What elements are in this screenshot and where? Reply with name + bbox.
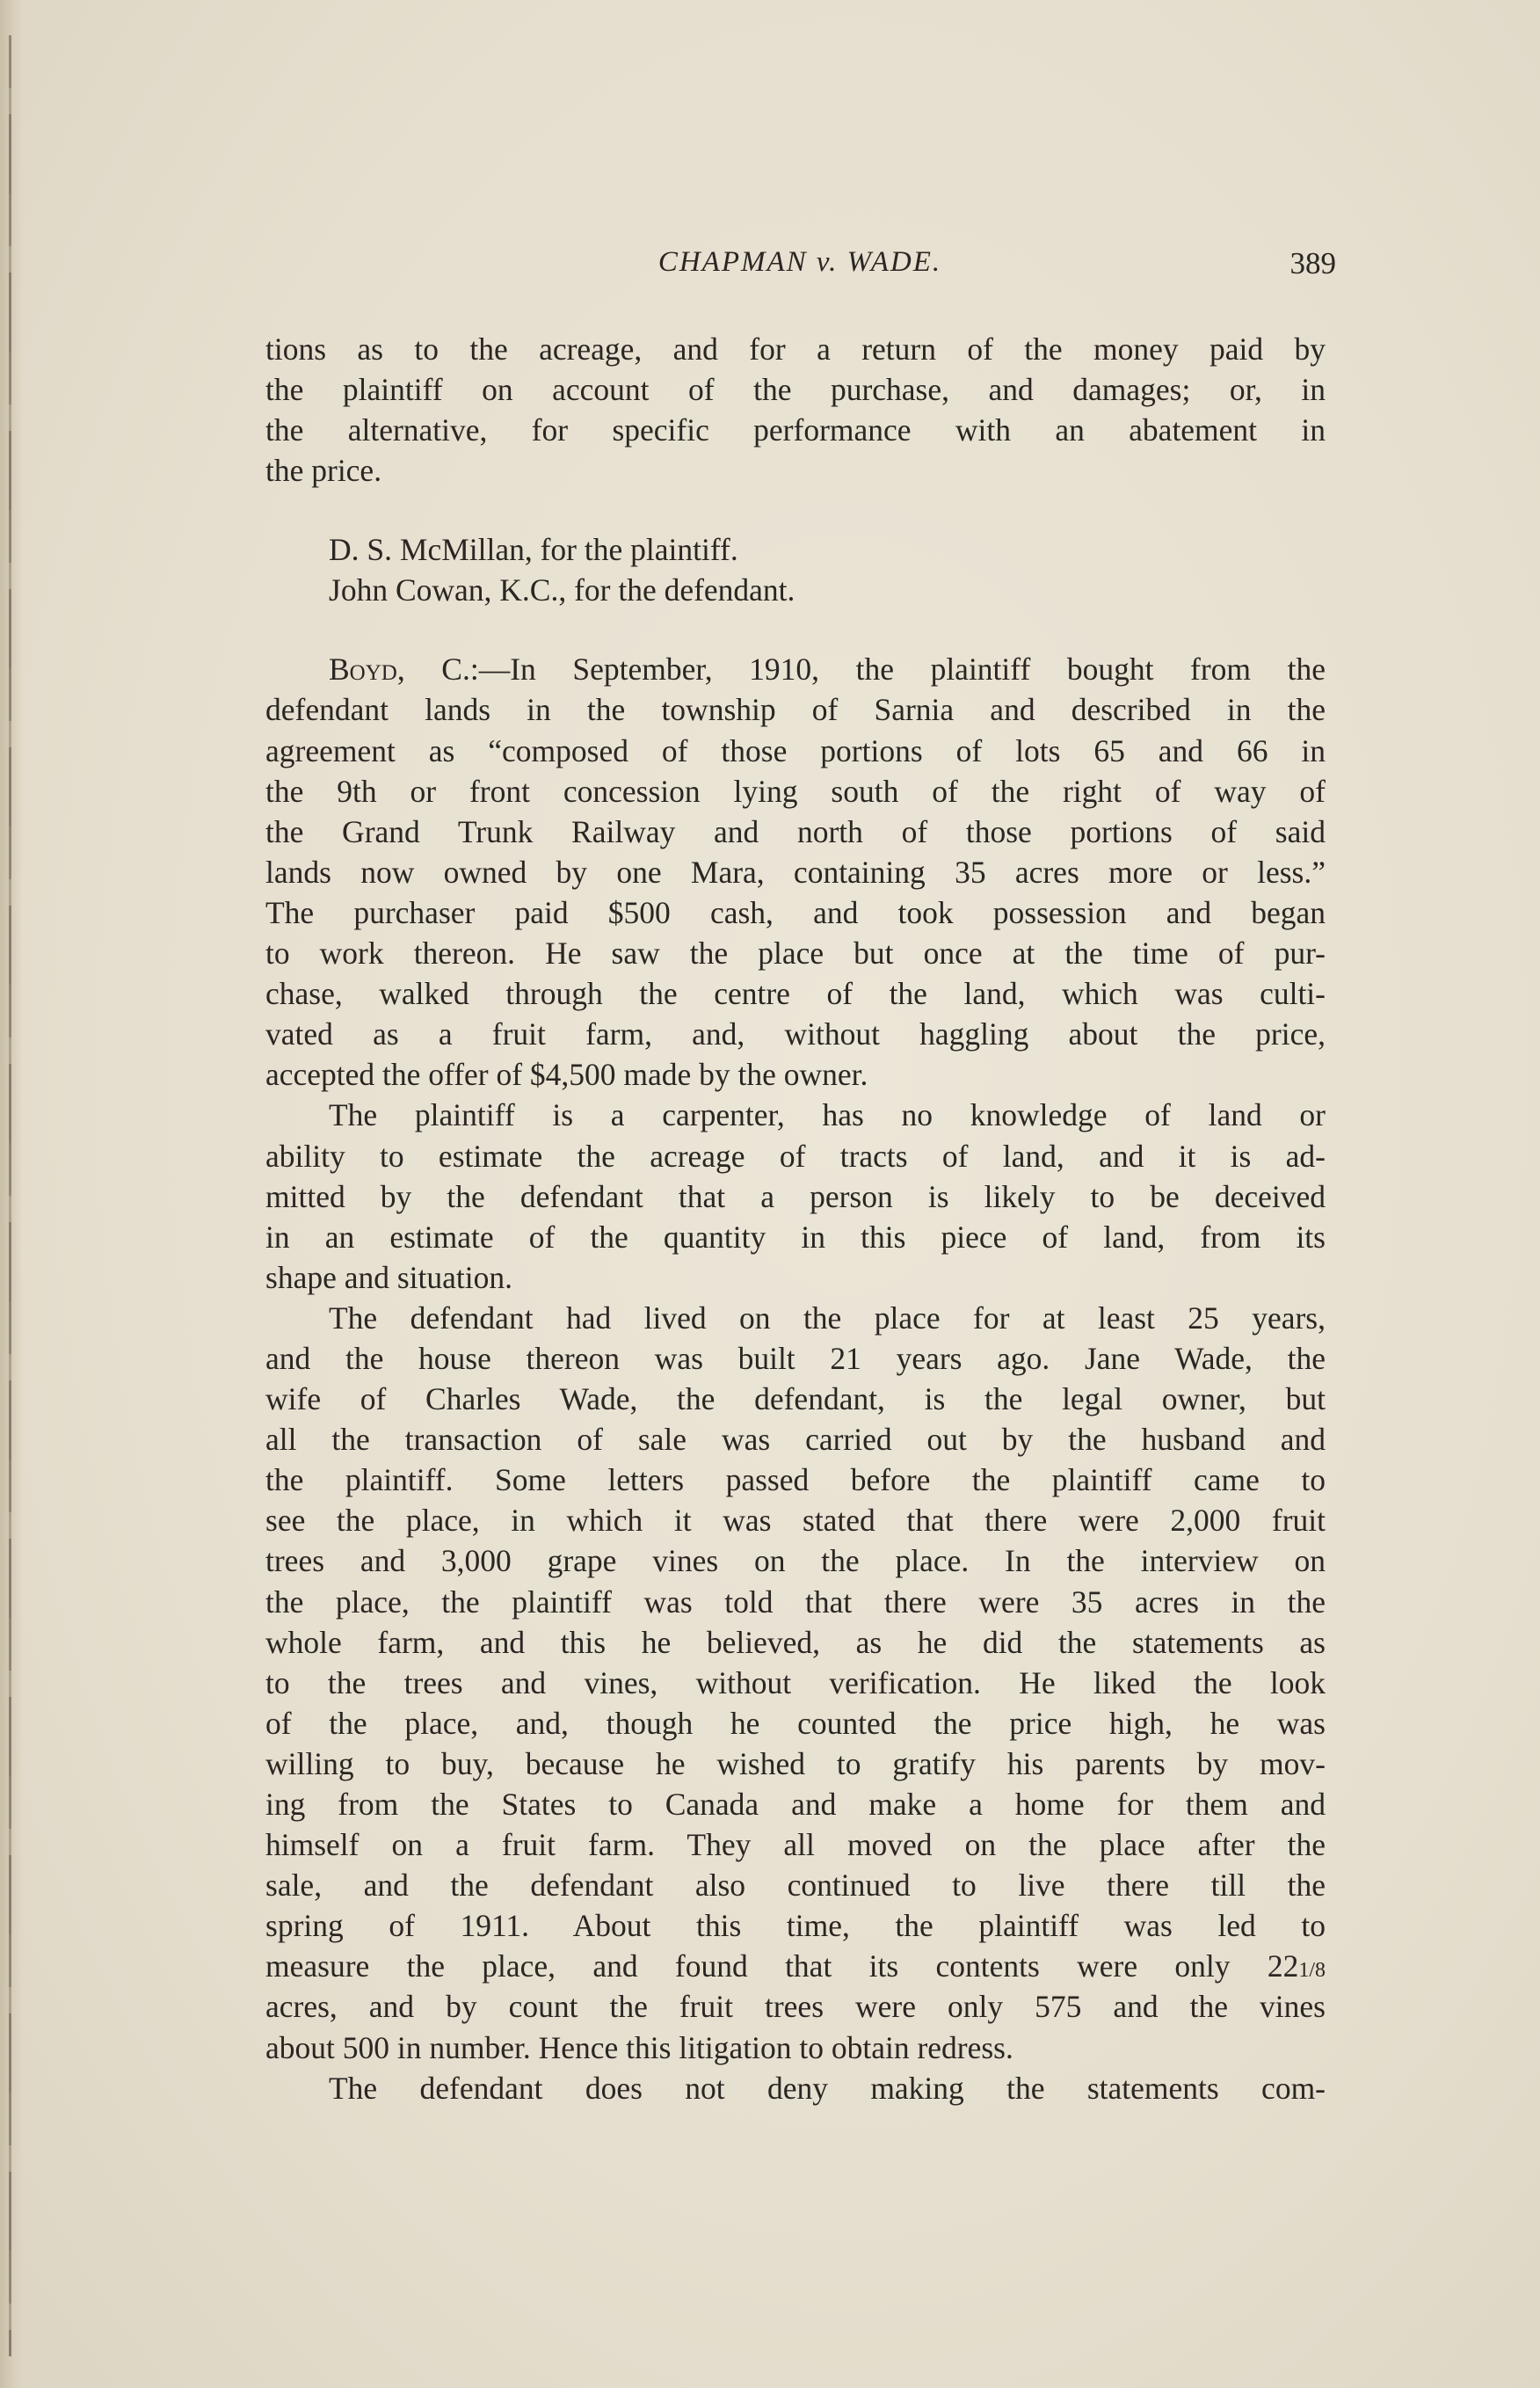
text-line: the 9th or front concession lying south of the right of way of [265, 773, 1326, 809]
text-line: about 500 in number. Hence this litigation to obtain redress. [265, 2029, 1013, 2065]
judge-name: Boyd, C. [329, 652, 470, 688]
text-line: the Grand Trunk Railway and north of those portions of said [265, 813, 1326, 849]
judgment-opening-text: :—In September, 1910, the plaintiff bought from the [469, 652, 1326, 688]
text-line: in an estimate of the quantity in this piece of land, from its [265, 1219, 1326, 1255]
text-line: the price. [265, 453, 382, 489]
counsel-defendant: John Cowan, K.C., for the defendant. [329, 572, 795, 608]
measure-line-text: measure the place, and found that its contents were only 22 [265, 1948, 1299, 1984]
measure-line [265, 1946, 1326, 1986]
text-line: lands now owned by one Mara, containing 35 acres more or less.” [265, 854, 1326, 890]
text-line: mitted by the defendant that a person is likely to be deceived [265, 1178, 1326, 1214]
text-line: The defendant does not deny making the statements com- [329, 2070, 1326, 2106]
fraction: 1/8 [1298, 1959, 1326, 1983]
text-line: the plaintiff. Some letters passed before the plaintiff came to [265, 1462, 1326, 1498]
text-line: tions as to the acreage, and for a return of the money paid by [265, 331, 1326, 367]
text-line: ing from the States to Canada and make a home for them and [265, 1787, 1326, 1822]
text-line: The defendant had lived on the place for at least 25 years, [329, 1300, 1326, 1336]
text-line: accepted the offer of $4,500 made by the owner. [265, 1057, 868, 1093]
text-line: The purchaser paid $500 cash, and took possession and began [265, 894, 1326, 930]
text-line: of the place, and, though he counted the price high, he was [265, 1705, 1326, 1741]
text-line: to work thereon. He saw the place but once at the time of pur- [265, 936, 1326, 972]
text-line: the plaintiff on account of the purchase, and damages; or, in [265, 372, 1326, 408]
counsel-plaintiff: D. S. McMillan, for the plaintiff. [329, 532, 738, 568]
binding-shadow [9, 35, 11, 2356]
text-line: the place, the plaintiff was told that there were 35 acres in the [265, 1584, 1326, 1620]
text-line: spring of 1911. About this time, the plaintiff was led to [265, 1908, 1326, 1944]
text-line: sale, and the defendant also continued to live there till the [265, 1867, 1326, 1904]
text-line: chase, walked through the centre of the land, which was culti- [265, 976, 1326, 1012]
text-line: defendant lands in the township of Sarnia and described in the [265, 692, 1326, 728]
text-line: ability to estimate the acreage of tracts of land, and it is ad- [265, 1138, 1326, 1174]
text-line: trees and 3,000 grape vines on the place. In the interview on [265, 1543, 1326, 1579]
text-line: see the place, in which it was stated that there were 2,000 fruit [265, 1503, 1326, 1539]
body-text [265, 329, 1326, 2108]
text-line: to the trees and vines, without verification. He liked the look [265, 1664, 1326, 1700]
text-line: willing to buy, because he wished to gratify his parents by mov- [265, 1745, 1326, 1781]
text-line: whole farm, and this he believed, as he did the statements as [265, 1624, 1326, 1660]
text-line: wife of Charles Wade, the defendant, is the legal owner, but [265, 1381, 1326, 1417]
text-line: the alternative, for specific performance with an abatement in [265, 412, 1326, 448]
paragraph-gap [265, 610, 1326, 649]
text-line: acres, and by count the fruit trees were only 575 and the vines [265, 1989, 1326, 2025]
text-line: The plaintiff is a carpenter, has no knowledge of land or [329, 1097, 1326, 1133]
text-line: vated as a fruit farm, and, without haggling about the price, [265, 1016, 1326, 1052]
text-line: and the house thereon was built 21 years ago. Jane Wade, the [265, 1340, 1326, 1376]
text-line: himself on a fruit farm. They all moved on the place after the [265, 1827, 1326, 1863]
text-line: shape and situation. [265, 1259, 512, 1295]
running-title: CHAPMAN v. WADE. [657, 246, 942, 278]
text-line: all the transaction of sale was carried out by the husband and [265, 1422, 1326, 1458]
binding-edge [0, 0, 23, 2388]
page-number: 389 [1289, 246, 1336, 280]
judgment-opening-line [265, 649, 1326, 689]
paragraph-gap [265, 491, 1326, 529]
page-header [264, 246, 1336, 290]
text-line: agreement as “composed of those portions of lots 65 and 66 in [265, 732, 1326, 768]
